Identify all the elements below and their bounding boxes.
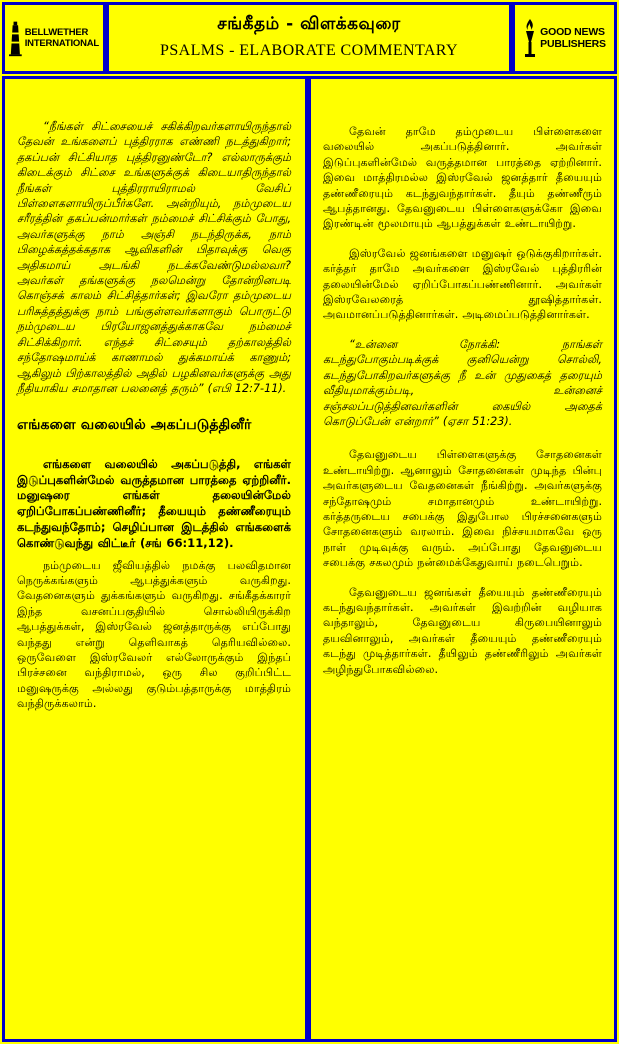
right-paragraph-4: தேவனுடைய ஜனங்கள் தீயையும் தண்ணீரையும் கடந்துவந்தார்கள். அவர்கள் இவற்றின் வழியாக வந்தாலும், தேவனுடைய கிருபையினாலும் தயவினாலும், அவர்கள் தீயையும் தண்ணீரையும் கடந்து முடித்தார்கள். தீயிலும் தண்ணீரிலும் அவர்கள் அழிந்துபோகவில்லை. [323, 585, 602, 676]
good-news-logo-box [512, 2, 617, 74]
header-title-box [106, 2, 512, 74]
title-english: PSALMS - ELABORATE COMMENTARY [160, 42, 458, 59]
logo-left-line-1: BELLWETHER [24, 27, 89, 38]
torch-icon [523, 18, 537, 58]
logo-right-line-2: PUBLISHERS [540, 38, 606, 50]
left-paragraph: நம்முடைய ஜீவியத்தில் நமக்கு பலவிதமான நெருக்கங்களும் ஆபத்துக்களும் வருகிறது. வேதனைகளும் துக்கங்களும் வருகிறது. சங்கீதக்காரர் இந்த வசனப்பகுதியில் சொல்லியிருக்கிற ஆபத்துக்கள், இஸ்ரவேல் ஜனத்தாருக்கு எப்போது வந்தது என்று தெளிவாகத் தெரியவில்லை. ஒருவேளை இஸ்ரவேலர் எல்லோருக்கும் இந்தப் பிரச்சனை வந்திராமல், ஒரு சில குறிப்பிட்ட மனுஷருக்கு அல்லது குடும்பத்தாருக்கு மாத்திரம் வந்திருக்கலாம். [17, 558, 291, 711]
right-column [308, 76, 617, 1042]
hebrews-quote: “நீங்கள் சிட்சையைச் சகிக்கிறவர்களாயிருந்தால் தேவன் உங்களைப் புத்திரராக எண்ணி நடத்துகிறார்; தகப்பன் சிட்சியாத புத்திரனுண்டோ? எல்லாருக்கும் கிடைக்கும் சிட்சை உங்களுக்குக் கிடையாதிருந்தால் நீங்கள் புத்திரராயிராமல் வேசிப் பிள்ளைகளாயிருப்பீர்களே. அன்றியும், நம்முடைய சரீரத்தின் தகப்பன்மார்கள் நம்மைச் சிட்சிக்கும் போது, அவர்களுக்கு நாம் அஞ்சி நடந்திருக்க, நாம் பிழைக்கத்தக்கதாக ஆவிகளின் பிதாவுக்கு வெகு அதிகமாய் அடங்கி நடக்கவேண்டுமல்லவா? அவர்கள் தங்களுக்கு நலமென்று தோன்றினபடி கொஞ்சக் காலம் சிட்சித்தார்கள்; இவரோ தம்முடைய பரிசுத்தத்துக்கு நாம் பங்குள்ளவர்களாகும் பொருட்டு நம்முடைய பிரயோஜனத்துக்காகவே நம்மைச் சிட்சிக்கிறார். எந்தச் சிட்சையும் தற்காலத்தில் சந்தோஷமாய்க் காணாமல் துக்கமாய்க் காணும்; ஆகிலும் பிற்காலத்தில் அதில் பழகினவர்களுக்கு அது நீதியாகிய சமாதான பலனைத் தரும்” (எபி 12:7-11). [17, 120, 291, 395]
lighthouse-icon [9, 18, 22, 58]
bellwether-logo-box [2, 2, 106, 74]
good-news-logo [515, 5, 614, 71]
right-paragraph-3: தேவனுடைய பிள்ளைகளுக்கு சோதனைகள் உண்டாயிற்று. ஆனாலும் சோதனைகள் முடிந்த பின்பு அவர்களுடைய வேதனைகள் நீங்கிற்று. அவர்களுக்கு சந்தோஷமும் சமாதானமும் உண்டாயிற்று. கர்த்தருடைய சபைக்கு இதுபோல பிரச்சனைகளும் சோதனைகளும் வரலாம். இவை நிச்சயமாகவே ஒரு நாள் முடிவுக்கு வரும். அப்போது தேவனுடைய சபைக்கு சகலமும் நன்மைக்கேதுவாய் நடைபெறும். [323, 448, 602, 570]
logo-right-line-1: GOOD NEWS [540, 26, 605, 38]
title-tamil: சங்கீதம் - விளக்கவுரை [217, 14, 401, 34]
left-column [2, 76, 308, 1042]
right-paragraph-2: இஸ்ரவேல் ஜனங்களை மனுஷர் ஒடுக்குகிறார்கள். கர்த்தர் தாமே அவர்களை இஸ்ரவேல் புத்திரரின் தலையின்மேல் ஏறிப்போகப்பண்ணினார். அவர்கள் இஸ்ரவேலரைத் தூஷித்தார்கள். அவமானப்படுத்தினார்கள். அடிமைப்படுத்தினார்கள். [323, 246, 602, 322]
section-heading: எங்களை வலையில் அகப்படுத்தினீர் [17, 417, 252, 434]
logo-left-line-2: INTERNATIONAL [24, 38, 99, 49]
psalm-verse: எங்களை வலையில் அகப்படுத்தி, எங்கள் இடுப்புகளின்மேல் வருத்தமான பாரத்தை ஏற்றினீர். மனுஷரை எங்கள் தலையின்மேல் ஏறிப்போகப்பண்ணினீர்; தீயையும் தண்ணீரையும் கடந்துவந்தோம்; செழிப்பான இடத்தில் எங்களைக் கொண்டுவந்து விட்டீர் (சங் 66:11,12). [17, 456, 291, 550]
right-paragraph-1: தேவன் தாமே தம்முடைய பிள்ளைகளை வலையில் அகப்படுத்தினார். அவர்கள் இடுப்புகளின்மேல் வருத்தமான பாரத்தை ஏற்றினார். இவை மாத்திரமல்ல இஸ்ரவேல் ஜனத்தார் தீயையும் தண்ணீரையும் கடந்துவந்தார்கள். தீயும் தண்ணீரும் ஆபத்தானது. தேவனுடைய பிள்ளைகளுக்கோ இவை இரண்டின் மூலமாயும் ஆபத்துக்கள் உண்டாயிற்று. [323, 125, 602, 231]
bellwether-logo [5, 5, 103, 71]
isaiah-quote: “உன்னை நோக்கி: நாங்கள் கடந்துபோகும்படிக்குக் குனியென்று சொல்லி, கடந்துபோகிறவர்களுக்கு நீ உன் முதுகைத் தரையும் வீதியுமாக்கும்படி, உன்னைச் சஞ்சலப்படுத்தினவர்களின் கையில் அதைக் கொடுப்பேன் என்றார்” (ஏசா 51:23). [323, 337, 602, 428]
